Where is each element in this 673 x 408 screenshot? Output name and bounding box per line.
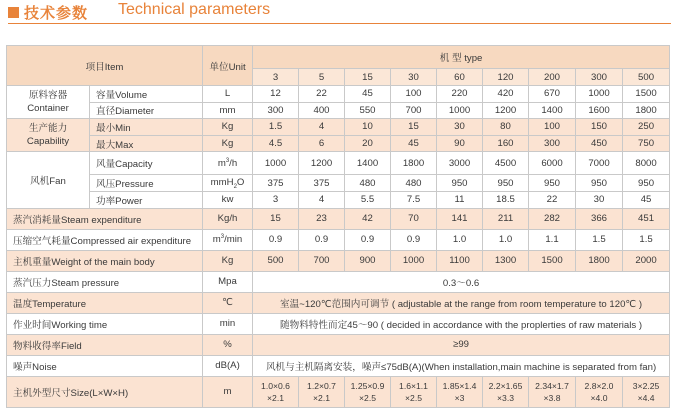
value-cell: 1.5	[576, 229, 623, 250]
title-english: Technical parameters	[118, 1, 271, 18]
value-span: 室温~120℃范围内可调节 ( adjustable at the range from room temperature to 120℃ )	[253, 292, 670, 313]
value-cell: 1500	[529, 250, 576, 271]
row-noise	[7, 355, 670, 376]
row-label: 主机重量Weight of the main body	[7, 250, 203, 271]
row-label: 最小Min	[90, 119, 203, 136]
value-cell: 700	[391, 102, 437, 119]
value-cell: 7000	[576, 152, 623, 175]
model-cell: 200	[529, 69, 576, 86]
value-cell: 950	[483, 175, 529, 192]
value-cell: 30	[576, 191, 623, 208]
row-label: 功率Power	[90, 191, 203, 208]
orange-square-icon	[8, 7, 19, 18]
row-compressed-air	[7, 229, 670, 250]
row-unit: %	[203, 334, 253, 355]
value-cell: 100	[391, 86, 437, 103]
value-cell: 375	[253, 175, 299, 192]
value-cell: 4	[299, 191, 345, 208]
value-cell: 160	[483, 135, 529, 152]
value-cell: 15	[253, 208, 299, 229]
value-cell: 3000	[437, 152, 483, 175]
row-unit: $m^3/\min$	[203, 229, 253, 250]
row-size	[7, 376, 670, 407]
value-cell: 2.8×2.0 ×4.0	[576, 376, 623, 407]
value-cell: 4.5	[253, 135, 299, 152]
value-cell: 700	[299, 250, 345, 271]
value-cell: 12	[253, 86, 299, 103]
value-cell: 1.5	[253, 119, 299, 136]
value-cell: 7.5	[391, 191, 437, 208]
model-header: 机 型 type	[253, 46, 670, 69]
value-cell: 90	[437, 135, 483, 152]
row-label: 容量Volume	[90, 86, 203, 103]
value-cell: 4500	[483, 152, 529, 175]
row-volume	[7, 86, 670, 103]
value-cell: 22	[529, 191, 576, 208]
value-cell: 450	[576, 135, 623, 152]
model-cell: 300	[576, 69, 623, 86]
value-cell: 5.5	[345, 191, 391, 208]
model-cell: 15	[345, 69, 391, 86]
value-cell: 4	[299, 119, 345, 136]
value-cell: 1800	[391, 152, 437, 175]
row-unit: Kg	[203, 119, 253, 136]
value-cell: 1.6×1.1 ×2.5	[391, 376, 437, 407]
value-cell: 670	[529, 86, 576, 103]
value-cell: 1400	[345, 152, 391, 175]
row-unit: dB(A)	[203, 355, 253, 376]
value-cell: 950	[576, 175, 623, 192]
value-cell: 45	[391, 135, 437, 152]
value-cell: 300	[529, 135, 576, 152]
row-label: 风压Pressure	[90, 175, 203, 192]
value-span: 风机与主机隔离安装，噪声≤75dB(A)(When installation,main machine is separated from fan)	[253, 355, 670, 376]
value-cell: 1300	[483, 250, 529, 271]
value-cell: 420	[483, 86, 529, 103]
group-container: 原料容器 Container	[7, 86, 90, 119]
value-cell: 2.2×1.65 ×3.3	[483, 376, 529, 407]
row-min	[7, 119, 670, 136]
row-label: 物料收得率Field	[7, 334, 203, 355]
row-label: 蒸汽压力Steam pressure	[7, 271, 203, 292]
header-divider	[8, 23, 671, 24]
value-cell: 1.0	[437, 229, 483, 250]
value-cell: 2.34×1.7 ×3.8	[529, 376, 576, 407]
value-cell: 80	[483, 119, 529, 136]
value-cell: 6000	[529, 152, 576, 175]
value-cell: 1500	[623, 86, 670, 103]
value-cell: 15	[391, 119, 437, 136]
model-cell: 3	[253, 69, 299, 86]
value-cell: 1600	[576, 102, 623, 119]
row-fan-capacity	[7, 152, 670, 175]
row-label: 直径Diameter	[90, 102, 203, 119]
value-cell: 500	[253, 250, 299, 271]
value-cell: 1000	[253, 152, 299, 175]
value-cell: 1100	[437, 250, 483, 271]
value-cell: 0.9	[391, 229, 437, 250]
row-label: 风量Capacity	[90, 152, 203, 175]
value-cell: 750	[623, 135, 670, 152]
value-span: ≥99	[253, 334, 670, 355]
value-cell: 22	[299, 86, 345, 103]
value-cell: 11	[437, 191, 483, 208]
row-label: 压缩空气耗量Compressed air expenditure	[7, 229, 203, 250]
row-unit: Kg	[203, 250, 253, 271]
value-cell: 18.5	[483, 191, 529, 208]
value-cell: 0.9	[299, 229, 345, 250]
technical-parameters-table	[6, 45, 670, 408]
value-cell: 1000	[576, 86, 623, 103]
row-unit: mm	[203, 102, 253, 119]
value-cell: 1800	[576, 250, 623, 271]
row-unit: $m^3/h$	[203, 152, 253, 175]
value-cell: 70	[391, 208, 437, 229]
value-cell: 1.5	[623, 229, 670, 250]
value-cell: 45	[623, 191, 670, 208]
row-label: 温度Temperature	[7, 292, 203, 313]
row-label: 作业时间Working time	[7, 313, 203, 334]
row-weight	[7, 250, 670, 271]
value-cell: 8000	[623, 152, 670, 175]
row-unit: ℃	[203, 292, 253, 313]
value-cell: 1000	[391, 250, 437, 271]
row-unit: kw	[203, 191, 253, 208]
value-cell: 45	[345, 86, 391, 103]
row-label: 噪声Noise	[7, 355, 203, 376]
group-capability: 生产能力 Capability	[7, 119, 90, 152]
value-cell: 20	[345, 135, 391, 152]
value-cell: 400	[299, 102, 345, 119]
value-span: 0.3～0.6	[253, 271, 670, 292]
value-cell: 300	[253, 102, 299, 119]
row-label: 最大Max	[90, 135, 203, 152]
value-cell: 1.1	[529, 229, 576, 250]
row-unit: m	[203, 376, 253, 407]
row-unit: L	[203, 86, 253, 103]
group-fan: 风机Fan	[7, 152, 90, 208]
value-cell: 250	[623, 119, 670, 136]
model-cell: 5	[299, 69, 345, 86]
value-cell: 950	[529, 175, 576, 192]
value-cell: 30	[437, 119, 483, 136]
value-span: 随物料特性而定45～90 ( decided in accordance with the proplerties of raw materials )	[253, 313, 670, 334]
value-cell: 0.9	[253, 229, 299, 250]
value-cell: 0.9	[345, 229, 391, 250]
model-cell: 120	[483, 69, 529, 86]
item-header: 项目Item	[7, 46, 203, 86]
value-cell: 550	[345, 102, 391, 119]
row-field	[7, 334, 670, 355]
row-working-time	[7, 313, 670, 334]
row-unit: min	[203, 313, 253, 334]
value-cell: 1000	[437, 102, 483, 119]
value-cell: 23	[299, 208, 345, 229]
value-cell: 10	[345, 119, 391, 136]
value-cell: 1.2×0.7 ×2.1	[299, 376, 345, 407]
value-cell: 366	[576, 208, 623, 229]
value-cell: 282	[529, 208, 576, 229]
row-unit: Kg	[203, 135, 253, 152]
value-cell: 1800	[623, 102, 670, 119]
value-cell: 480	[345, 175, 391, 192]
row-fan-power	[7, 191, 670, 208]
value-cell: 950	[437, 175, 483, 192]
value-cell: 100	[529, 119, 576, 136]
row-label: 主机外型尺寸Size(L×W×H)	[7, 376, 203, 407]
value-cell: 3	[253, 191, 299, 208]
value-cell: 42	[345, 208, 391, 229]
unit-header: 单位Unit	[203, 46, 253, 86]
value-cell: 900	[345, 250, 391, 271]
row-unit: Mpa	[203, 271, 253, 292]
row-fan-pressure	[7, 175, 670, 192]
value-cell: 3×2.25 ×4.4	[623, 376, 670, 407]
row-max	[7, 135, 670, 152]
value-cell: 1400	[529, 102, 576, 119]
value-cell: 375	[299, 175, 345, 192]
row-temperature	[7, 292, 670, 313]
model-cell: 30	[391, 69, 437, 86]
row-steam-pressure	[7, 271, 670, 292]
title-chinese: 技术参数	[24, 5, 89, 22]
value-cell: 480	[391, 175, 437, 192]
value-cell: 141	[437, 208, 483, 229]
row-unit: mmH$_2$O	[203, 175, 253, 192]
row-unit: Kg/h	[203, 208, 253, 229]
value-cell: 1.25×0.9 ×2.5	[345, 376, 391, 407]
model-cell: 500	[623, 69, 670, 86]
value-cell: 220	[437, 86, 483, 103]
value-cell: 451	[623, 208, 670, 229]
value-cell: 6	[299, 135, 345, 152]
model-cell: 60	[437, 69, 483, 86]
value-cell: 1.0×0.6 ×2.1	[253, 376, 299, 407]
section-header	[2, 0, 671, 28]
value-cell: 1200	[483, 102, 529, 119]
row-label: 蒸汽消耗量Steam expenditure	[7, 208, 203, 229]
row-diameter	[7, 102, 670, 119]
value-cell: 211	[483, 208, 529, 229]
value-cell: 150	[576, 119, 623, 136]
value-cell: 1.0	[483, 229, 529, 250]
value-cell: 950	[623, 175, 670, 192]
value-cell: 2000	[623, 250, 670, 271]
value-cell: 1200	[299, 152, 345, 175]
value-cell: 1.85×1.4 ×3	[437, 376, 483, 407]
row-steam	[7, 208, 670, 229]
